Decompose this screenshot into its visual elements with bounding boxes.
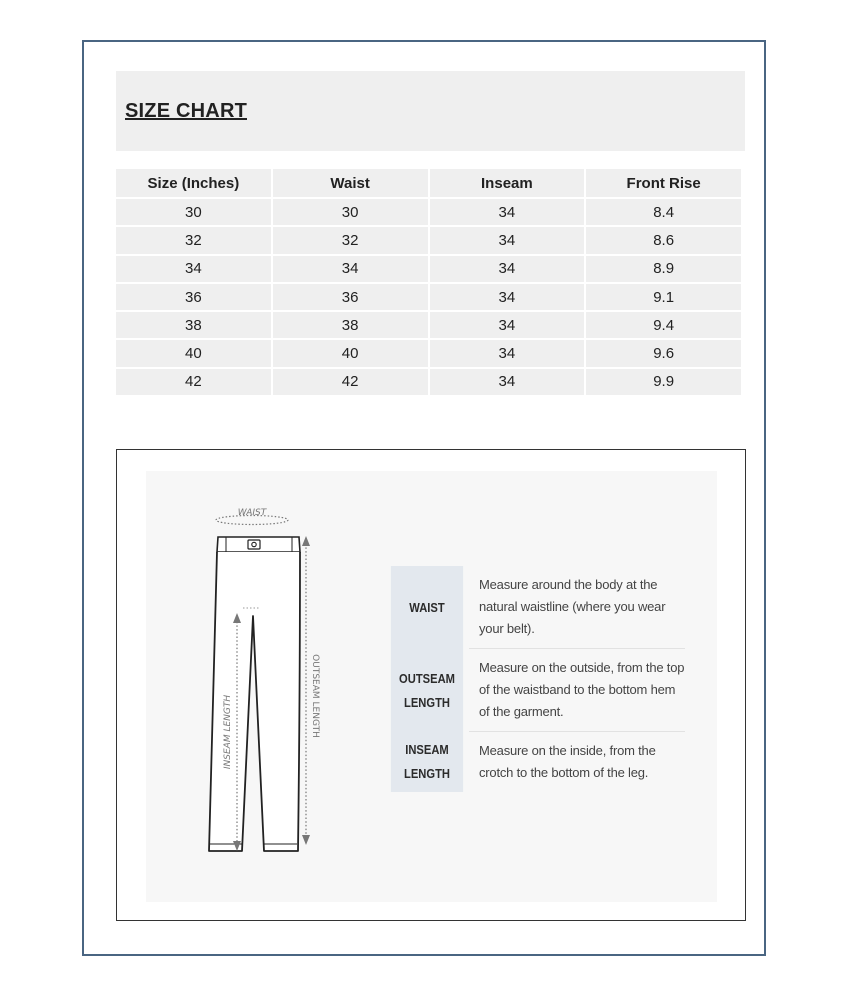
legend-row-waist (385, 566, 685, 649)
cell-waist: 42 (273, 369, 428, 395)
column-header-size: Size (Inches) (116, 169, 271, 197)
cell-inseam: 34 (430, 312, 585, 338)
cell-waist: 40 (273, 340, 428, 366)
cell-front-rise: 9.4 (586, 312, 741, 338)
cell-inseam: 34 (430, 369, 585, 395)
cell-size: 40 (116, 340, 271, 366)
title-band (116, 71, 745, 151)
legend-text-inseam: Measure on the inside, from the crotch to the bottom of the leg. (479, 743, 656, 780)
cell-front-rise: 8.9 (586, 256, 741, 282)
jeans-diagram (196, 496, 346, 866)
page-title: SIZE CHART (125, 100, 247, 122)
legend-text-outseam: Measure on the outside, from the top of the waistband to the bottom hem of the garment. (469, 649, 685, 732)
outseam-label: OUTSEAM LENGTH (310, 654, 320, 738)
cell-inseam: 34 (430, 340, 585, 366)
legend-label-inseam: INSEAM LENGTH (391, 732, 463, 792)
cell-front-rise: 9.9 (586, 369, 741, 395)
cell-waist: 30 (273, 199, 428, 225)
table-row (116, 227, 741, 253)
table-row (116, 199, 741, 225)
cell-size: 36 (116, 284, 271, 310)
legend-label-waist: WAIST (391, 566, 463, 649)
cell-front-rise: 9.1 (586, 284, 741, 310)
cell-waist: 36 (273, 284, 428, 310)
measurement-guide-panel (146, 471, 717, 902)
cell-size: 38 (116, 312, 271, 338)
table-row (116, 256, 741, 282)
cell-front-rise: 8.4 (586, 199, 741, 225)
waist-label: WAIST (237, 508, 267, 518)
legend-row-inseam (385, 732, 685, 792)
column-header-inseam: Inseam (430, 169, 585, 197)
cell-inseam: 34 (430, 199, 585, 225)
cell-size: 42 (116, 369, 271, 395)
cell-inseam: 34 (430, 256, 585, 282)
legend-label-outseam: OUTSEAM LENGTH (391, 649, 463, 732)
legend-row-outseam (385, 649, 685, 732)
cell-waist: 34 (273, 256, 428, 282)
measurement-guide (116, 449, 746, 921)
measurement-legend (385, 566, 685, 792)
table-row (116, 369, 741, 395)
cell-size: 32 (116, 227, 271, 253)
cell-size: 34 (116, 256, 271, 282)
inseam-label: INSEAM LENGTH (223, 694, 233, 770)
table-header-row (116, 169, 741, 197)
cell-front-rise: 8.6 (586, 227, 741, 253)
cell-waist: 32 (273, 227, 428, 253)
legend-text-waist: Measure around the body at the natural waistline (where you wear your belt). (469, 566, 685, 649)
table-row (116, 340, 741, 366)
cell-front-rise: 9.6 (586, 340, 741, 366)
column-header-waist: Waist (273, 169, 428, 197)
table-row (116, 284, 741, 310)
table-row (116, 312, 741, 338)
cell-inseam: 34 (430, 284, 585, 310)
cell-inseam: 34 (430, 227, 585, 253)
cell-size: 30 (116, 199, 271, 225)
waistband (217, 537, 300, 552)
column-header-front-rise: Front Rise (586, 169, 741, 197)
cell-waist: 38 (273, 312, 428, 338)
size-table (114, 167, 743, 397)
